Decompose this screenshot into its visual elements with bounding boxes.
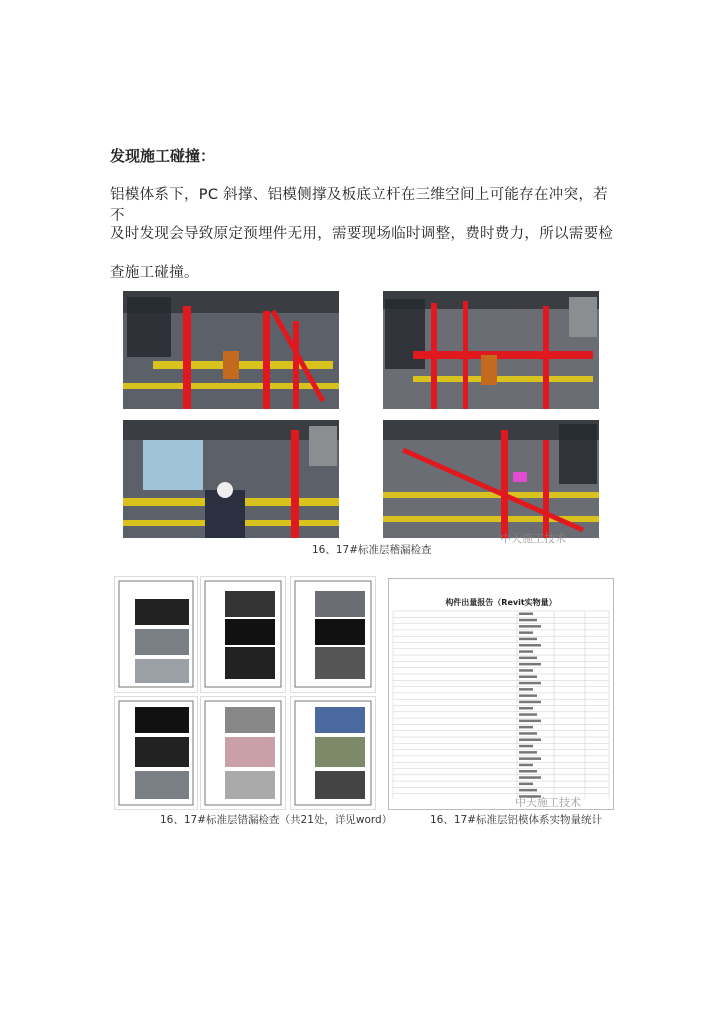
paragraph-line-1: 铝模体系下，PC 斜撑、铝模侧撑及板底立杆在三维空间上可能存在冲突，若不 bbox=[110, 187, 608, 224]
report-table-lines bbox=[389, 579, 613, 809]
caption-bottom-right: 16、17#标准层铝模体系实物量统计 bbox=[430, 814, 603, 826]
bim-view-1 bbox=[123, 291, 339, 409]
section-heading: 发现施工碰撞： bbox=[110, 147, 216, 165]
screenshot-top-left bbox=[123, 291, 339, 409]
bim-view-4 bbox=[383, 420, 599, 538]
doc-thumb-3 bbox=[290, 576, 376, 693]
report-title: 构件出量报告（Revit实物量） bbox=[445, 598, 557, 607]
screenshot-top-right bbox=[383, 291, 599, 409]
caption-bottom-left: 16、17#标准层错漏检查（共21处，详见word） bbox=[160, 814, 393, 826]
doc-thumb-1 bbox=[114, 576, 198, 693]
bim-view-2 bbox=[383, 291, 599, 409]
doc-thumb-2 bbox=[200, 576, 286, 693]
screenshot-mid-right bbox=[383, 420, 599, 538]
doc-thumb-6 bbox=[290, 696, 376, 810]
screenshot-mid-left bbox=[123, 420, 339, 538]
bim-view-3 bbox=[123, 420, 339, 538]
spreadsheet-report bbox=[388, 578, 614, 810]
doc-thumb-4 bbox=[114, 696, 198, 810]
watermark-top: 中天施工技术 bbox=[500, 532, 566, 545]
paragraph-line-2: 及时发现会导致原定预埋件无用，需要现场临时调整，费时费力，所以需要检 bbox=[110, 226, 614, 242]
doc-thumb-5 bbox=[200, 696, 286, 810]
watermark-bottom: 中天施工技术 bbox=[515, 796, 581, 809]
caption-top: 16、17#标准层稽漏检查 bbox=[312, 544, 432, 556]
paragraph-line-3: 查施工碰撞。 bbox=[110, 265, 199, 281]
